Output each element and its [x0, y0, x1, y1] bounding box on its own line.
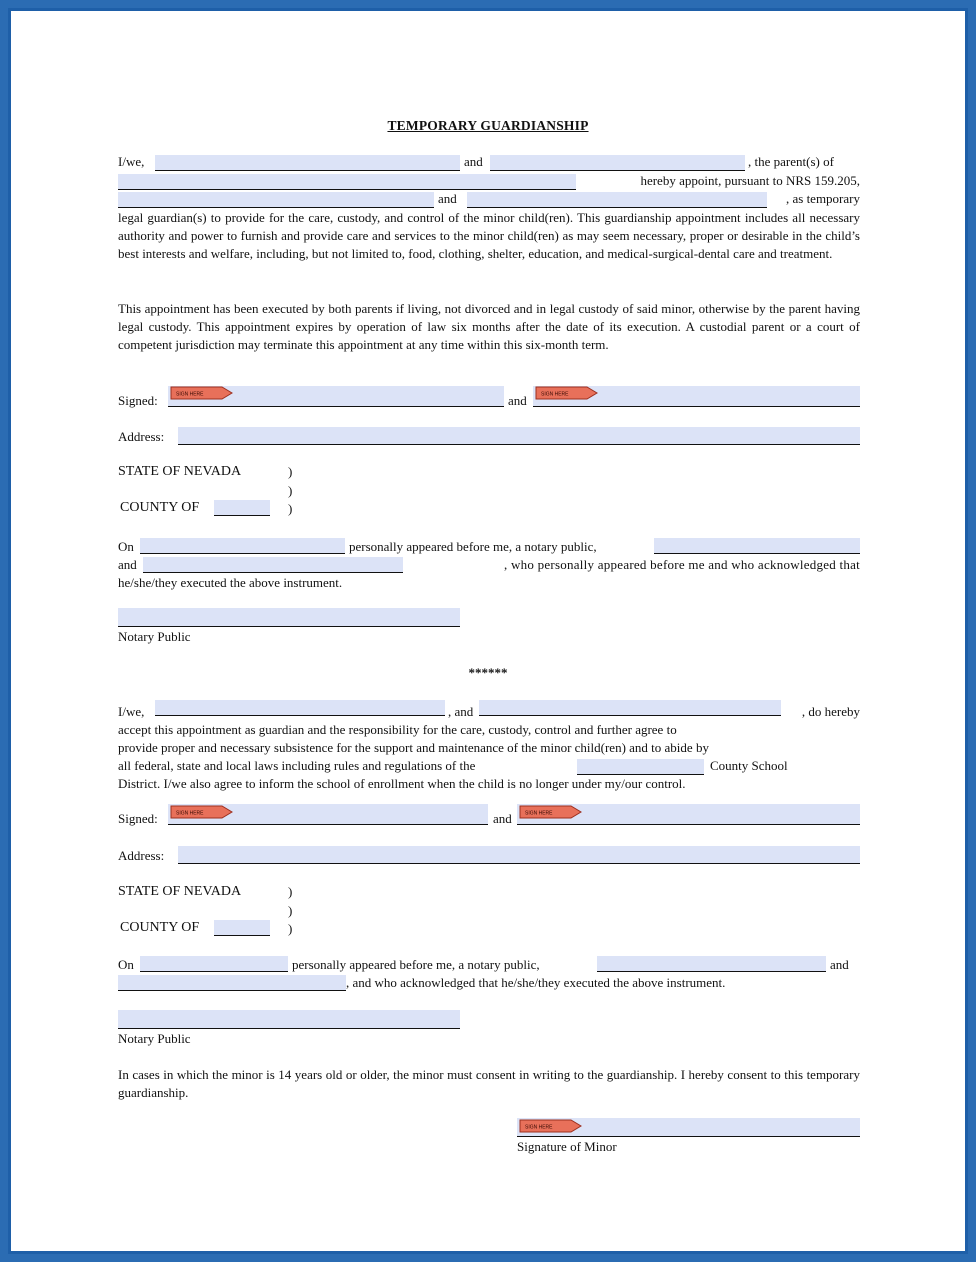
accept-line-5: District. I/we also agree to inform the school of enrollment when the child is no longer under my/our control.	[118, 776, 686, 791]
county-label: COUNTY OF	[120, 500, 200, 515]
address-field[interactable]	[178, 427, 860, 445]
county-field-2[interactable]	[214, 920, 270, 936]
sign-here-tag	[535, 385, 599, 401]
on-label-2: On	[118, 957, 134, 972]
accept-line-4-start: all federal, state and local laws including rules and regulations of the	[118, 758, 476, 773]
date-field[interactable]	[140, 538, 345, 554]
as-temporary-label: , as temporary	[785, 191, 860, 206]
address-label: Address:	[118, 429, 165, 444]
guardian1-accept-name-field[interactable]	[155, 700, 445, 716]
appointment-paragraph: legal guardian(s) to provide for the care, custody, and control of the minor child(ren). This guardianship appointment includes all necessary authority and power to furnish and provide care and services to the minor child(ren) as may seem necessary, proper or desirable in the child’s best interests and welfare, including, but not limited to, food, clothing, shelter, education, and medical-surgical-dental care and treatment.	[118, 210, 860, 262]
and-label-4: , and	[448, 704, 474, 719]
and-sign-label-2: and	[493, 811, 512, 826]
guardian2-name-field[interactable]	[467, 192, 767, 208]
separator: ******	[468, 665, 508, 680]
execution-paragraph: This appointment has been executed by both parents if living, not divorced and in legal custody of said minor, otherwise by the parent having legal custody. This appointment expires by operation of law six months after the date of its execution. A custodial parent or a court of competent jurisdiction may terminate this appointment at any time within this six-month term.	[118, 301, 860, 353]
and-label-5: and	[830, 957, 849, 972]
and-label-2: and	[438, 191, 457, 206]
personally-label-2: personally appeared before me, a notary public,	[292, 957, 540, 972]
sign-here-text: SIGN HERE	[541, 391, 569, 398]
sign-here-tag	[519, 1118, 583, 1134]
paren: )	[288, 464, 293, 479]
parent2-name-field[interactable]	[490, 155, 745, 171]
notary-signature-field-2[interactable]	[118, 1010, 460, 1029]
accept-line-4-end: County School	[710, 758, 788, 773]
parents-of-label: , the parent(s) of	[748, 154, 834, 169]
address-label-2: Address:	[118, 848, 165, 863]
address-field-2[interactable]	[178, 846, 860, 864]
paren: )	[288, 483, 293, 498]
signed-label-2: Signed:	[118, 811, 158, 826]
iwe-label-2: I/we,	[118, 704, 145, 719]
notary-signature-field[interactable]	[118, 608, 460, 627]
accept-line-2: accept this appointment as guardian and the responsibility for the care, custody, control and further agree to	[118, 722, 677, 737]
state-label: STATE OF NEVADA	[118, 464, 242, 479]
county-label-2: COUNTY OF	[120, 920, 200, 935]
signed-label: Signed:	[118, 393, 158, 408]
minor-consent-paragraph: In cases in which the minor is 14 years old or older, the minor must consent in writing to the guardianship. I hereby consent to this temporary guardianship.	[118, 1067, 860, 1101]
sign-here-text: SIGN HERE	[525, 810, 553, 817]
and-label-3: and	[118, 557, 137, 572]
parent1-name-field[interactable]	[155, 155, 460, 171]
sign-here-tag	[170, 804, 234, 820]
and-sign-label: and	[508, 393, 527, 408]
paren: )	[288, 903, 293, 918]
hereby-appoint-label: hereby appoint, pursuant to NRS 159.205,	[640, 173, 860, 188]
person-name-field[interactable]	[143, 557, 403, 573]
iwe-label: I/we,	[118, 154, 145, 169]
paren: )	[288, 921, 293, 936]
sign-here-text: SIGN HERE	[525, 1124, 553, 1131]
paren: )	[288, 884, 293, 899]
date-field-2[interactable]	[140, 956, 288, 972]
minor-name-field[interactable]	[118, 174, 576, 190]
sign-here-text: SIGN HERE	[176, 391, 204, 398]
paren: )	[288, 501, 293, 516]
page-title: TEMPORARY GUARDIANSHIP	[387, 118, 589, 133]
do-hereby-label: , do hereby	[801, 704, 860, 719]
notary-public-label: Notary Public	[118, 629, 191, 644]
guardian1-name-field[interactable]	[118, 192, 434, 208]
and-label: and	[464, 154, 483, 169]
sign-here-tag	[170, 385, 234, 401]
sign-here-text: SIGN HERE	[176, 810, 204, 817]
person-name-field-2[interactable]	[118, 975, 346, 991]
personally-label: personally appeared before me, a notary public,	[349, 539, 597, 554]
executed-label: he/she/they executed the above instrument.	[118, 575, 343, 590]
state-label-2: STATE OF NEVADA	[118, 884, 242, 899]
guardian2-accept-name-field[interactable]	[479, 700, 781, 716]
notary-name-field[interactable]	[654, 538, 860, 554]
minor-signature-label: Signature of Minor	[517, 1139, 617, 1154]
school-district-field[interactable]	[577, 759, 704, 775]
accept-line-3: provide proper and necessary subsistence for the support and maintenance of the minor child(ren) and to abide by	[118, 740, 709, 755]
on-label: On	[118, 539, 134, 554]
acknowledged-label: , and who acknowledged that he/she/they executed the above instrument.	[346, 975, 726, 990]
sign-here-tag	[519, 804, 583, 820]
notary-public-label-2: Notary Public	[118, 1031, 191, 1046]
notary-name-field-2[interactable]	[597, 956, 826, 972]
county-field[interactable]	[214, 500, 270, 516]
who-personally-label: , who personally appeared before me and who acknowledged that	[503, 557, 860, 572]
